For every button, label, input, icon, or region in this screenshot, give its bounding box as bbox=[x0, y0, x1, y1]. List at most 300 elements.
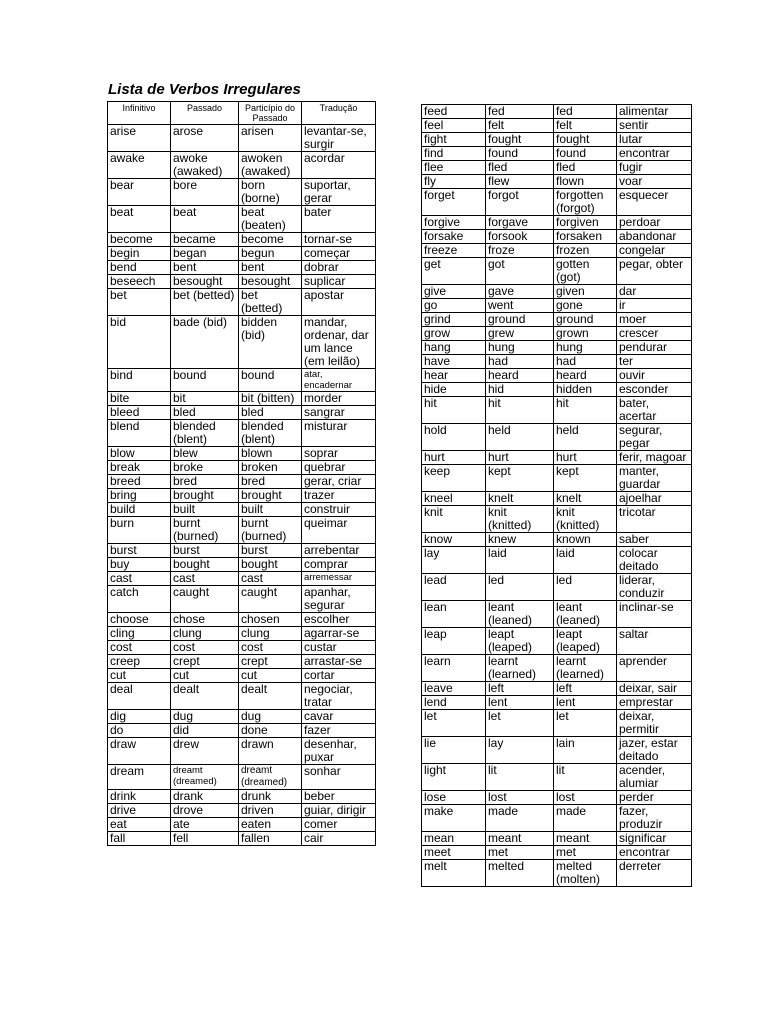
table-row bbox=[108, 613, 376, 627]
passado-cell: bred bbox=[171, 475, 239, 489]
passado-cell: blew bbox=[171, 447, 239, 461]
infinitivo-cell: have bbox=[422, 355, 486, 369]
traducao-cell: fazer, produzir bbox=[617, 805, 692, 832]
table-row bbox=[422, 628, 692, 655]
passado-cell: bound bbox=[171, 369, 239, 392]
traducao-cell: significar bbox=[617, 832, 692, 846]
passado-cell: cost bbox=[171, 641, 239, 655]
table-row bbox=[422, 105, 692, 119]
table-row bbox=[108, 517, 376, 544]
passado-cell: fed bbox=[486, 105, 554, 119]
infinitivo-cell: keep bbox=[422, 465, 486, 492]
passado-cell: got bbox=[486, 258, 554, 285]
infinitivo-cell: hear bbox=[422, 369, 486, 383]
passado-cell: became bbox=[171, 233, 239, 247]
participio-cell: awoken (awaked) bbox=[239, 152, 302, 179]
passado-cell: began bbox=[171, 247, 239, 261]
infinitivo-cell: eat bbox=[108, 818, 171, 832]
passado-cell: brought bbox=[171, 489, 239, 503]
participio-cell: had bbox=[554, 355, 617, 369]
passado-cell: hit bbox=[486, 397, 554, 424]
infinitivo-cell: lead bbox=[422, 574, 486, 601]
table-row bbox=[108, 152, 376, 179]
table-row bbox=[108, 447, 376, 461]
participio-cell: lit bbox=[554, 764, 617, 791]
participio-cell: flown bbox=[554, 175, 617, 189]
table-row bbox=[108, 369, 376, 392]
participio-cell: cost bbox=[239, 641, 302, 655]
traducao-cell: arrastar-se bbox=[302, 655, 376, 669]
infinitivo-cell: dream bbox=[108, 765, 171, 790]
traducao-cell: bater bbox=[302, 206, 376, 233]
table-row bbox=[422, 313, 692, 327]
traducao-cell: colocar deitado bbox=[617, 547, 692, 574]
passado-cell: meant bbox=[486, 832, 554, 846]
passado-cell: bet (betted) bbox=[171, 289, 239, 316]
infinitivo-cell: bet bbox=[108, 289, 171, 316]
passado-cell: forgot bbox=[486, 189, 554, 216]
passado-cell: ate bbox=[171, 818, 239, 832]
header-infinitivo: Infinitivo bbox=[108, 102, 171, 125]
passado-cell: cast bbox=[171, 572, 239, 586]
infinitivo-cell: feel bbox=[422, 119, 486, 133]
traducao-cell: segurar, pegar bbox=[617, 424, 692, 451]
table-row bbox=[422, 465, 692, 492]
passado-cell: bit bbox=[171, 392, 239, 406]
table-row bbox=[108, 275, 376, 289]
passado-cell: lost bbox=[486, 791, 554, 805]
participio-cell: laid bbox=[554, 547, 617, 574]
passado-cell: lay bbox=[486, 737, 554, 764]
passado-cell: burst bbox=[171, 544, 239, 558]
traducao-cell: liderar, conduzir bbox=[617, 574, 692, 601]
table-row bbox=[108, 233, 376, 247]
participio-cell: met bbox=[554, 846, 617, 860]
passado-cell: froze bbox=[486, 244, 554, 258]
table-row bbox=[108, 392, 376, 406]
traducao-cell: quebrar bbox=[302, 461, 376, 475]
traducao-cell: soprar bbox=[302, 447, 376, 461]
traducao-cell: ter bbox=[617, 355, 692, 369]
passado-cell: ground bbox=[486, 313, 554, 327]
passado-cell: flew bbox=[486, 175, 554, 189]
infinitivo-cell: lend bbox=[422, 696, 486, 710]
infinitivo-cell: buy bbox=[108, 558, 171, 572]
table-row bbox=[108, 765, 376, 790]
table-row bbox=[422, 327, 692, 341]
infinitivo-cell: fly bbox=[422, 175, 486, 189]
participio-cell: beat (beaten) bbox=[239, 206, 302, 233]
verb-table-right bbox=[421, 104, 692, 887]
table-row bbox=[422, 119, 692, 133]
participio-cell: led bbox=[554, 574, 617, 601]
table-row bbox=[422, 547, 692, 574]
table-header-row bbox=[108, 102, 376, 125]
participio-cell: brought bbox=[239, 489, 302, 503]
participio-cell: bound bbox=[239, 369, 302, 392]
passado-cell: clung bbox=[171, 627, 239, 641]
table-row bbox=[108, 316, 376, 369]
infinitivo-cell: bear bbox=[108, 179, 171, 206]
passado-cell: lit bbox=[486, 764, 554, 791]
header-traducao: Tradução bbox=[302, 102, 376, 125]
traducao-cell: mandar, ordenar, dar um lance (em leilão) bbox=[302, 316, 376, 369]
traducao-cell: derreter bbox=[617, 860, 692, 887]
traducao-cell: custar bbox=[302, 641, 376, 655]
infinitivo-cell: leave bbox=[422, 682, 486, 696]
traducao-cell: pegar, obter bbox=[617, 258, 692, 285]
infinitivo-cell: forget bbox=[422, 189, 486, 216]
infinitivo-cell: blow bbox=[108, 447, 171, 461]
table-row bbox=[422, 341, 692, 355]
traducao-cell: moer bbox=[617, 313, 692, 327]
infinitivo-cell: bind bbox=[108, 369, 171, 392]
participio-cell: learnt (learned) bbox=[554, 655, 617, 682]
passado-cell: knit (knitted) bbox=[486, 506, 554, 533]
infinitivo-cell: give bbox=[422, 285, 486, 299]
passado-cell: built bbox=[171, 503, 239, 517]
passado-cell: leapt (leaped) bbox=[486, 628, 554, 655]
traducao-cell: dobrar bbox=[302, 261, 376, 275]
participio-cell: clung bbox=[239, 627, 302, 641]
table-row bbox=[422, 147, 692, 161]
participio-cell: heard bbox=[554, 369, 617, 383]
participio-cell: besought bbox=[239, 275, 302, 289]
table-row bbox=[422, 832, 692, 846]
passado-cell: bled bbox=[171, 406, 239, 420]
passado-cell: fought bbox=[486, 133, 554, 147]
infinitivo-cell: mean bbox=[422, 832, 486, 846]
participio-cell: built bbox=[239, 503, 302, 517]
passado-cell: held bbox=[486, 424, 554, 451]
traducao-cell: ajoelhar bbox=[617, 492, 692, 506]
infinitivo-cell: blend bbox=[108, 420, 171, 447]
table-row bbox=[422, 175, 692, 189]
participio-cell: leant (leaned) bbox=[554, 601, 617, 628]
traducao-cell: tricotar bbox=[617, 506, 692, 533]
table-row bbox=[108, 724, 376, 738]
traducao-cell: lutar bbox=[617, 133, 692, 147]
passado-cell: made bbox=[486, 805, 554, 832]
infinitivo-cell: burst bbox=[108, 544, 171, 558]
table-row bbox=[108, 641, 376, 655]
participio-cell: lain bbox=[554, 737, 617, 764]
infinitivo-cell: break bbox=[108, 461, 171, 475]
traducao-cell: beber bbox=[302, 790, 376, 804]
traducao-cell: construir bbox=[302, 503, 376, 517]
table-row bbox=[108, 655, 376, 669]
traducao-cell: comprar bbox=[302, 558, 376, 572]
passado-cell: melted bbox=[486, 860, 554, 887]
traducao-cell: saltar bbox=[617, 628, 692, 655]
passado-cell: hung bbox=[486, 341, 554, 355]
traducao-cell: encontrar bbox=[617, 147, 692, 161]
participio-cell: broken bbox=[239, 461, 302, 475]
infinitivo-cell: deal bbox=[108, 683, 171, 710]
passado-cell: had bbox=[486, 355, 554, 369]
infinitivo-cell: creep bbox=[108, 655, 171, 669]
participio-cell: born (borne) bbox=[239, 179, 302, 206]
table-row bbox=[422, 805, 692, 832]
table-row bbox=[108, 503, 376, 517]
traducao-cell: escolher bbox=[302, 613, 376, 627]
participio-cell: arisen bbox=[239, 125, 302, 152]
traducao-cell: tornar-se bbox=[302, 233, 376, 247]
infinitivo-cell: find bbox=[422, 147, 486, 161]
infinitivo-cell: bend bbox=[108, 261, 171, 275]
passado-cell: beat bbox=[171, 206, 239, 233]
passado-cell: blended (blent) bbox=[171, 420, 239, 447]
participio-cell: crept bbox=[239, 655, 302, 669]
passado-cell: forgave bbox=[486, 216, 554, 230]
passado-cell: found bbox=[486, 147, 554, 161]
infinitivo-cell: burn bbox=[108, 517, 171, 544]
table-row bbox=[108, 804, 376, 818]
participio-cell: lent bbox=[554, 696, 617, 710]
traducao-cell: negociar, tratar bbox=[302, 683, 376, 710]
table-row bbox=[108, 790, 376, 804]
participio-cell: forsaken bbox=[554, 230, 617, 244]
participio-cell: held bbox=[554, 424, 617, 451]
traducao-cell: sangrar bbox=[302, 406, 376, 420]
passado-cell: bought bbox=[171, 558, 239, 572]
participio-cell: lost bbox=[554, 791, 617, 805]
traducao-cell: começar bbox=[302, 247, 376, 261]
table-row bbox=[422, 655, 692, 682]
participio-cell: gone bbox=[554, 299, 617, 313]
infinitivo-cell: knit bbox=[422, 506, 486, 533]
table-row bbox=[422, 710, 692, 737]
infinitivo-cell: leap bbox=[422, 628, 486, 655]
traducao-cell: atar, encadernar bbox=[302, 369, 376, 392]
table-row bbox=[422, 696, 692, 710]
infinitivo-cell: hit bbox=[422, 397, 486, 424]
infinitivo-cell: lose bbox=[422, 791, 486, 805]
participio-cell: bet (betted) bbox=[239, 289, 302, 316]
participio-cell: burst bbox=[239, 544, 302, 558]
passado-cell: gave bbox=[486, 285, 554, 299]
table-row bbox=[108, 669, 376, 683]
traducao-cell: deixar, permitir bbox=[617, 710, 692, 737]
passado-cell: went bbox=[486, 299, 554, 313]
table-row bbox=[422, 355, 692, 369]
table-row bbox=[108, 420, 376, 447]
passado-cell: left bbox=[486, 682, 554, 696]
infinitivo-cell: hang bbox=[422, 341, 486, 355]
passado-cell: bade (bid) bbox=[171, 316, 239, 369]
infinitivo-cell: arise bbox=[108, 125, 171, 152]
traducao-cell: apanhar, segurar bbox=[302, 586, 376, 613]
infinitivo-cell: breed bbox=[108, 475, 171, 489]
participio-cell: frozen bbox=[554, 244, 617, 258]
participio-cell: meant bbox=[554, 832, 617, 846]
traducao-cell: ir bbox=[617, 299, 692, 313]
table-row bbox=[108, 627, 376, 641]
infinitivo-cell: get bbox=[422, 258, 486, 285]
infinitivo-cell: choose bbox=[108, 613, 171, 627]
participio-cell: fought bbox=[554, 133, 617, 147]
participio-cell: kept bbox=[554, 465, 617, 492]
passado-cell: bent bbox=[171, 261, 239, 275]
traducao-cell: arrebentar bbox=[302, 544, 376, 558]
infinitivo-cell: catch bbox=[108, 586, 171, 613]
passado-cell: let bbox=[486, 710, 554, 737]
infinitivo-cell: lay bbox=[422, 547, 486, 574]
infinitivo-cell: become bbox=[108, 233, 171, 247]
traducao-cell: cortar bbox=[302, 669, 376, 683]
infinitivo-cell: kneel bbox=[422, 492, 486, 506]
passado-cell: met bbox=[486, 846, 554, 860]
participio-cell: gotten (got) bbox=[554, 258, 617, 285]
traducao-cell: trazer bbox=[302, 489, 376, 503]
traducao-cell: congelar bbox=[617, 244, 692, 258]
infinitivo-cell: awake bbox=[108, 152, 171, 179]
traducao-cell: sentir bbox=[617, 119, 692, 133]
participio-cell: become bbox=[239, 233, 302, 247]
participio-cell: knelt bbox=[554, 492, 617, 506]
infinitivo-cell: bring bbox=[108, 489, 171, 503]
infinitivo-cell: do bbox=[108, 724, 171, 738]
table-row bbox=[108, 461, 376, 475]
traducao-cell: levantar-se, surgir bbox=[302, 125, 376, 152]
infinitivo-cell: hurt bbox=[422, 451, 486, 465]
traducao-cell: saber bbox=[617, 533, 692, 547]
participio-cell: hidden bbox=[554, 383, 617, 397]
traducao-cell: acordar bbox=[302, 152, 376, 179]
table-row bbox=[108, 683, 376, 710]
table-row bbox=[108, 125, 376, 152]
passado-cell: fled bbox=[486, 161, 554, 175]
infinitivo-cell: know bbox=[422, 533, 486, 547]
traducao-cell: cavar bbox=[302, 710, 376, 724]
participio-cell: hung bbox=[554, 341, 617, 355]
table-row bbox=[422, 574, 692, 601]
participio-cell: fled bbox=[554, 161, 617, 175]
participio-cell: eaten bbox=[239, 818, 302, 832]
traducao-cell: aprender bbox=[617, 655, 692, 682]
traducao-cell: abandonar bbox=[617, 230, 692, 244]
infinitivo-cell: grow bbox=[422, 327, 486, 341]
passado-cell: laid bbox=[486, 547, 554, 574]
participio-cell: grown bbox=[554, 327, 617, 341]
traducao-cell: morder bbox=[302, 392, 376, 406]
participio-cell: bought bbox=[239, 558, 302, 572]
participio-cell: chosen bbox=[239, 613, 302, 627]
verb-table-left bbox=[107, 101, 376, 846]
infinitivo-cell: lean bbox=[422, 601, 486, 628]
infinitivo-cell: bid bbox=[108, 316, 171, 369]
participio-cell: bidden (bid) bbox=[239, 316, 302, 369]
infinitivo-cell: beseech bbox=[108, 275, 171, 289]
passado-cell: knew bbox=[486, 533, 554, 547]
infinitivo-cell: feed bbox=[422, 105, 486, 119]
traducao-cell: bater, acertar bbox=[617, 397, 692, 424]
participio-cell: dug bbox=[239, 710, 302, 724]
passado-cell: hid bbox=[486, 383, 554, 397]
table-row bbox=[422, 424, 692, 451]
infinitivo-cell: let bbox=[422, 710, 486, 737]
table-row bbox=[108, 179, 376, 206]
traducao-cell: misturar bbox=[302, 420, 376, 447]
table-row bbox=[422, 682, 692, 696]
passado-cell: dealt bbox=[171, 683, 239, 710]
traducao-cell: jazer, estar deitado bbox=[617, 737, 692, 764]
traducao-cell: agarrar-se bbox=[302, 627, 376, 641]
passado-cell: knelt bbox=[486, 492, 554, 506]
table-row bbox=[422, 791, 692, 805]
passado-cell: dug bbox=[171, 710, 239, 724]
header-passado: Passado bbox=[171, 102, 239, 125]
table-row bbox=[422, 133, 692, 147]
table-row bbox=[422, 285, 692, 299]
infinitivo-cell: fall bbox=[108, 832, 171, 846]
traducao-cell: inclinar-se bbox=[617, 601, 692, 628]
traducao-cell: perder bbox=[617, 791, 692, 805]
infinitivo-cell: draw bbox=[108, 738, 171, 765]
traducao-cell: encontrar bbox=[617, 846, 692, 860]
table-row bbox=[422, 216, 692, 230]
infinitivo-cell: make bbox=[422, 805, 486, 832]
passado-cell: hurt bbox=[486, 451, 554, 465]
passado-cell: learnt (learned) bbox=[486, 655, 554, 682]
table-row bbox=[108, 475, 376, 489]
infinitivo-cell: freeze bbox=[422, 244, 486, 258]
participio-cell: known bbox=[554, 533, 617, 547]
table-row bbox=[422, 244, 692, 258]
infinitivo-cell: grind bbox=[422, 313, 486, 327]
traducao-cell: esconder bbox=[617, 383, 692, 397]
participio-cell: bred bbox=[239, 475, 302, 489]
infinitivo-cell: hold bbox=[422, 424, 486, 451]
table-row bbox=[422, 299, 692, 313]
infinitivo-cell: melt bbox=[422, 860, 486, 887]
participio-cell: ground bbox=[554, 313, 617, 327]
infinitivo-cell: forgive bbox=[422, 216, 486, 230]
passado-cell: drank bbox=[171, 790, 239, 804]
traducao-cell: dar bbox=[617, 285, 692, 299]
infinitivo-cell: fight bbox=[422, 133, 486, 147]
traducao-cell: perdoar bbox=[617, 216, 692, 230]
traducao-cell: sonhar bbox=[302, 765, 376, 790]
participio-cell: done bbox=[239, 724, 302, 738]
participio-cell: driven bbox=[239, 804, 302, 818]
passado-cell: leant (leaned) bbox=[486, 601, 554, 628]
participio-cell: bit (bitten) bbox=[239, 392, 302, 406]
participio-cell: felt bbox=[554, 119, 617, 133]
traducao-cell: manter, guardar bbox=[617, 465, 692, 492]
infinitivo-cell: forsake bbox=[422, 230, 486, 244]
traducao-cell: alimentar bbox=[617, 105, 692, 119]
participio-cell: given bbox=[554, 285, 617, 299]
traducao-cell: pendurar bbox=[617, 341, 692, 355]
participio-cell: cut bbox=[239, 669, 302, 683]
passado-cell: crept bbox=[171, 655, 239, 669]
traducao-cell: deixar, sair bbox=[617, 682, 692, 696]
participio-cell: caught bbox=[239, 586, 302, 613]
table-row bbox=[108, 544, 376, 558]
participio-cell: made bbox=[554, 805, 617, 832]
passado-cell: kept bbox=[486, 465, 554, 492]
table-row bbox=[108, 289, 376, 316]
infinitivo-cell: bleed bbox=[108, 406, 171, 420]
infinitivo-cell: bite bbox=[108, 392, 171, 406]
traducao-cell: fazer bbox=[302, 724, 376, 738]
table-row bbox=[108, 586, 376, 613]
infinitivo-cell: cost bbox=[108, 641, 171, 655]
infinitivo-cell: learn bbox=[422, 655, 486, 682]
passado-cell: burnt (burned) bbox=[171, 517, 239, 544]
traducao-cell: ouvir bbox=[617, 369, 692, 383]
